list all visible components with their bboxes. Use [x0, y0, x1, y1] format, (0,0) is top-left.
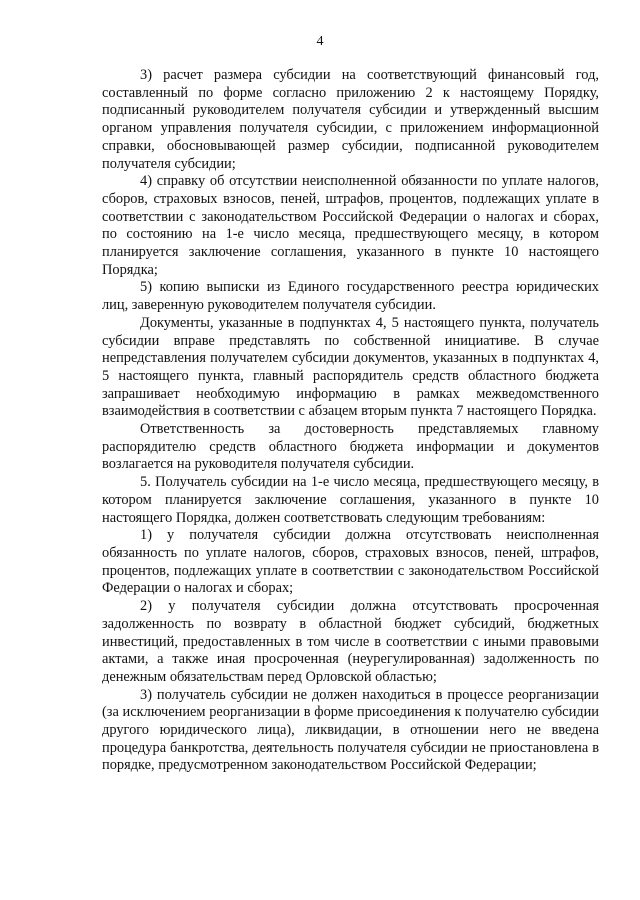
document-body: [102, 67, 599, 775]
paragraph-responsibility: Ответственность за достоверность представляемых главному распорядителю средств областного бюджета информации и документов возлагается на руководителя получателя субсидии.: [102, 421, 599, 473]
requirement-item-3: 3) получатель субсидии не должен находиться в процессе реорганизации (за исключением реорганизации в форме присоединения к получателю субсидии другого юридического лица), ликвидации, в отношении него не введена процедура банкротства, деятельность получателя субсидии не приостановлена в порядке, предусмотренном законодательством Российской Федерации;: [102, 686, 599, 774]
paragraph-item-3: 3) расчет размера субсидии на соответствующий финансовый год, составленный по форме согласно приложению 2 к настоящему Порядку, подписанный руководителем получателя субсидии и утвержденный высшим органом управления получателя субсидии, с приложением информационной справки, обосновывающей размер субсидии, подписанной руководителем получателя субсидии;: [102, 67, 599, 172]
paragraph-section-5: 5. Получатель субсидии на 1-е число месяца, предшествующего месяцу, в котором планируется заключение соглашения, указанного в пункте 10 настоящего Порядка, должен соответствовать следующим требованиям:: [102, 474, 599, 526]
page-number: 4: [316, 34, 324, 49]
paragraph-documents-note: Документы, указанные в подпунктах 4, 5 настоящего пункта, получатель субсидии вправе представлять по собственной инициативе. В случае непредставления получателем субсидии документов, указанных в подпунктах 4, 5 настоящего пункта, главный распорядитель средств областного бюджета запрашивает необходимую информацию в рамках межведомственного взаимодействия в соответствии с абзацем вторым пункта 7 настоящего Порядка.: [102, 314, 599, 420]
requirement-item-1: 1) у получателя субсидии должна отсутствовать неисполненная обязанность по уплате налогов, сборов, страховых взносов, пеней, штрафов, процентов, подлежащих уплате в соответствии с законодательством Российской Федерации о налогах и сборах;: [102, 527, 599, 597]
paragraph-item-4: 4) справку об отсутствии неисполненной обязанности по уплате налогов, сборов, страховых взносов, пеней, штрафов, процентов, подлежащих уплате в соответствии с законодательством Российской Федерации о налогах и сборах, по состоянию на 1-е число месяца, предшествующего месяцу, в котором планируется заключение соглашения, указанного в пункте 10 настоящего Порядка;: [102, 173, 599, 278]
requirement-item-2: 2) у получателя субсидии должна отсутствовать просроченная задолженность по возврату в областной бюджет субсидий, бюджетных инвестиций, предоставленных в том числе в соответствии с иными правовыми актами, а также иная просроченная (неурегулированная) задолженность по денежным обязательствам перед Орловской областью;: [102, 598, 599, 685]
paragraph-item-5: 5) копию выписки из Единого государственного реестра юридических лиц, заверенную руководителем получателя субсидии.: [102, 279, 599, 314]
